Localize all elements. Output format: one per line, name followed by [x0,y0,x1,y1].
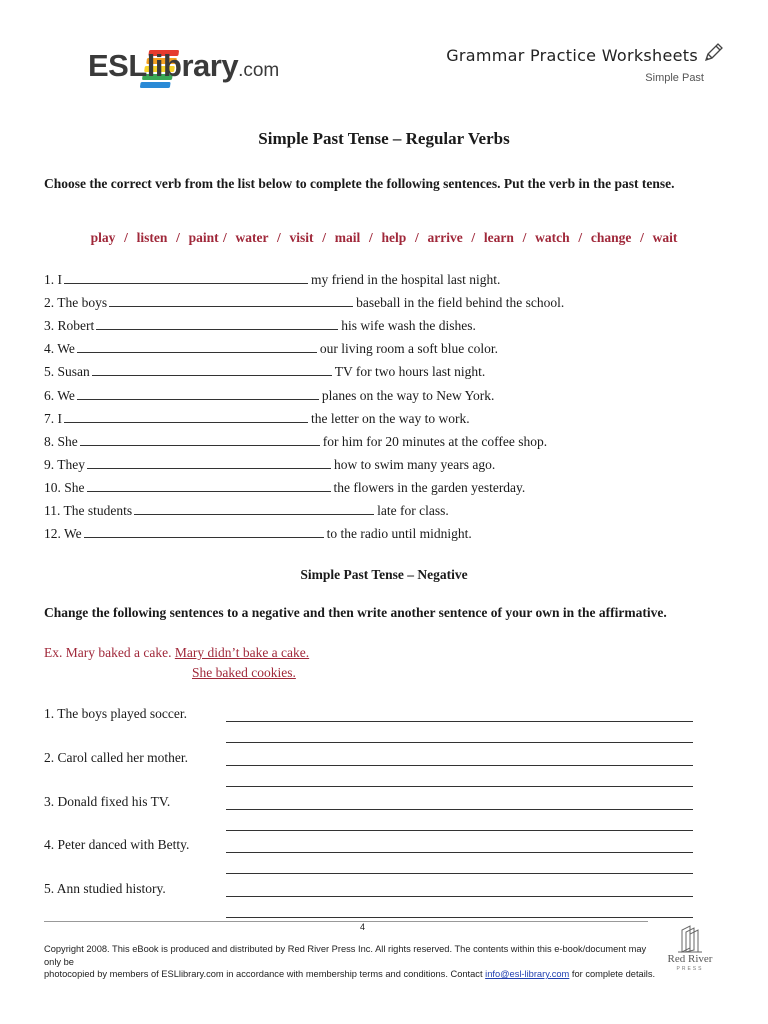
negative-answer-line[interactable] [226,721,693,722]
affirmative-answer-line[interactable] [226,873,693,874]
exercise-item [44,432,547,451]
example-line-1 [44,645,309,661]
exercise-item [44,339,498,358]
answer-blank[interactable] [64,410,308,423]
answer-blank[interactable] [64,271,308,284]
negative-answer-line[interactable] [226,896,693,897]
exercise-prefix: 9. They [44,456,85,472]
exercise-item [44,362,485,381]
answer-blank[interactable] [77,340,317,353]
exercise-prefix: 11. The students [44,503,133,518]
exercise-item [44,478,525,497]
exercise-item [44,501,449,520]
exercise-suffix: for him for 20 minutes at the coffee shop. [322,433,548,449]
example-negative-answer: Mary didn’t bake a cake. [174,645,310,660]
exercise-item [44,386,494,405]
negative-answer-line[interactable] [226,765,693,766]
section-title-negative: Simple Past Tense – Negative [300,567,468,582]
word-bank: play / listen / paint / water / visit / mail / help / arrive / learn / watch / change / wait [90,230,678,245]
exercise-prefix: 6. We [44,387,75,403]
exercise-prefix: 7. I [44,410,62,426]
pencil-icon [702,42,724,64]
answer-blank[interactable] [87,456,331,469]
affirmative-answer-line[interactable] [226,786,693,787]
exercise-item [44,316,476,335]
exercise-prefix: 2. The boys [44,295,108,311]
exercise-suffix: planes on the way to New York. [321,387,495,403]
exercise-prefix: 8. She [44,433,78,449]
exercise-prefix: 5. Susan [44,364,90,380]
copyright-notice: Copyright 2008. This eBook is produced and distributed by Red River Press Inc. All rights reserved. The contents within this e-book/document may only be photocopied by members of ESLlibrary.com in accordance with membership terms and conditions. Contact info@esl-library.com for complete details. [44,944,656,979]
exercise-suffix: how to swim many years ago. [334,456,496,472]
exercise-suffix: the letter on the way to work. [311,410,470,426]
exercise-item [44,455,495,474]
negative-answer-line[interactable] [226,852,693,853]
exercise-prefix: 4. We [44,341,75,357]
affirmative-answer-line[interactable] [226,742,693,743]
publisher-subtitle: PRESS [676,966,704,972]
exercise-suffix: TV for two hours last night. [334,364,486,380]
negative-answer-line[interactable] [226,809,693,810]
footer-divider [44,921,648,922]
answer-blank[interactable] [77,387,319,400]
exercise-prefix: 3. Robert [44,318,95,334]
exercise-suffix: my friend in the hospital last night. [311,272,501,287]
example-line-2 [192,665,296,681]
exercise-suffix: his wife wash the dishes. [341,318,476,334]
negative-sentence: 3. Donald fixed his TV. [44,793,171,809]
example-affirmative-answer: She baked cookies. [192,665,296,680]
page-number: 4 [360,922,366,932]
affirmative-answer-line[interactable] [226,917,693,918]
exercise-suffix: late for class. [377,503,449,518]
answer-blank[interactable] [109,294,353,307]
negative-sentence: 2. Carol called her mother. [44,749,188,765]
exercise-prefix: 1. I [44,272,62,287]
exercise-item [44,270,500,289]
series-subtitle: Simple Past [645,72,704,84]
example-label: Ex. Mary baked a cake. [44,645,172,660]
contact-email-link[interactable]: info@esl-library.com [485,969,570,979]
answer-blank[interactable] [80,433,320,446]
series-title: Grammar Practice Worksheets [446,46,698,65]
exercise-suffix: baseball in the field behind the school. [356,295,565,311]
exercise-prefix: 12. We [44,526,82,542]
exercise-suffix: the flowers in the garden yesterday. [333,479,526,495]
instructions-negative: Change the following sentences to a negative and then write another sentence of your own in the affirmative. [44,605,667,620]
negative-sentence: 4. Peter danced with Betty. [44,837,190,853]
exercise-item [44,293,564,312]
answer-blank[interactable] [134,502,374,515]
negative-sentence: 5. Ann studied history. [44,881,166,897]
page-title: Simple Past Tense – Regular Verbs [258,129,510,148]
exercise-prefix: 10. She [44,479,85,495]
affirmative-answer-line[interactable] [226,830,693,831]
exercise-suffix: to the radio until midnight. [326,526,472,542]
answer-blank[interactable] [84,525,324,538]
instructions-verbs: Choose the correct verb from the list below to complete the following sentences. Put the verb in the past tense. [44,176,675,191]
exercise-item [44,409,470,428]
exercise-suffix: our living room a soft blue color. [319,341,499,357]
negative-sentence: 1. The boys played soccer. [44,706,187,721]
answer-blank[interactable] [87,479,331,492]
red-river-press-logo-icon [664,924,714,954]
answer-blank[interactable] [96,317,338,330]
exercise-item [44,524,472,543]
answer-blank[interactable] [92,363,332,376]
logo-wordmark: ESLlibrary.com [88,48,280,83]
publisher-name: Red River [667,953,713,965]
